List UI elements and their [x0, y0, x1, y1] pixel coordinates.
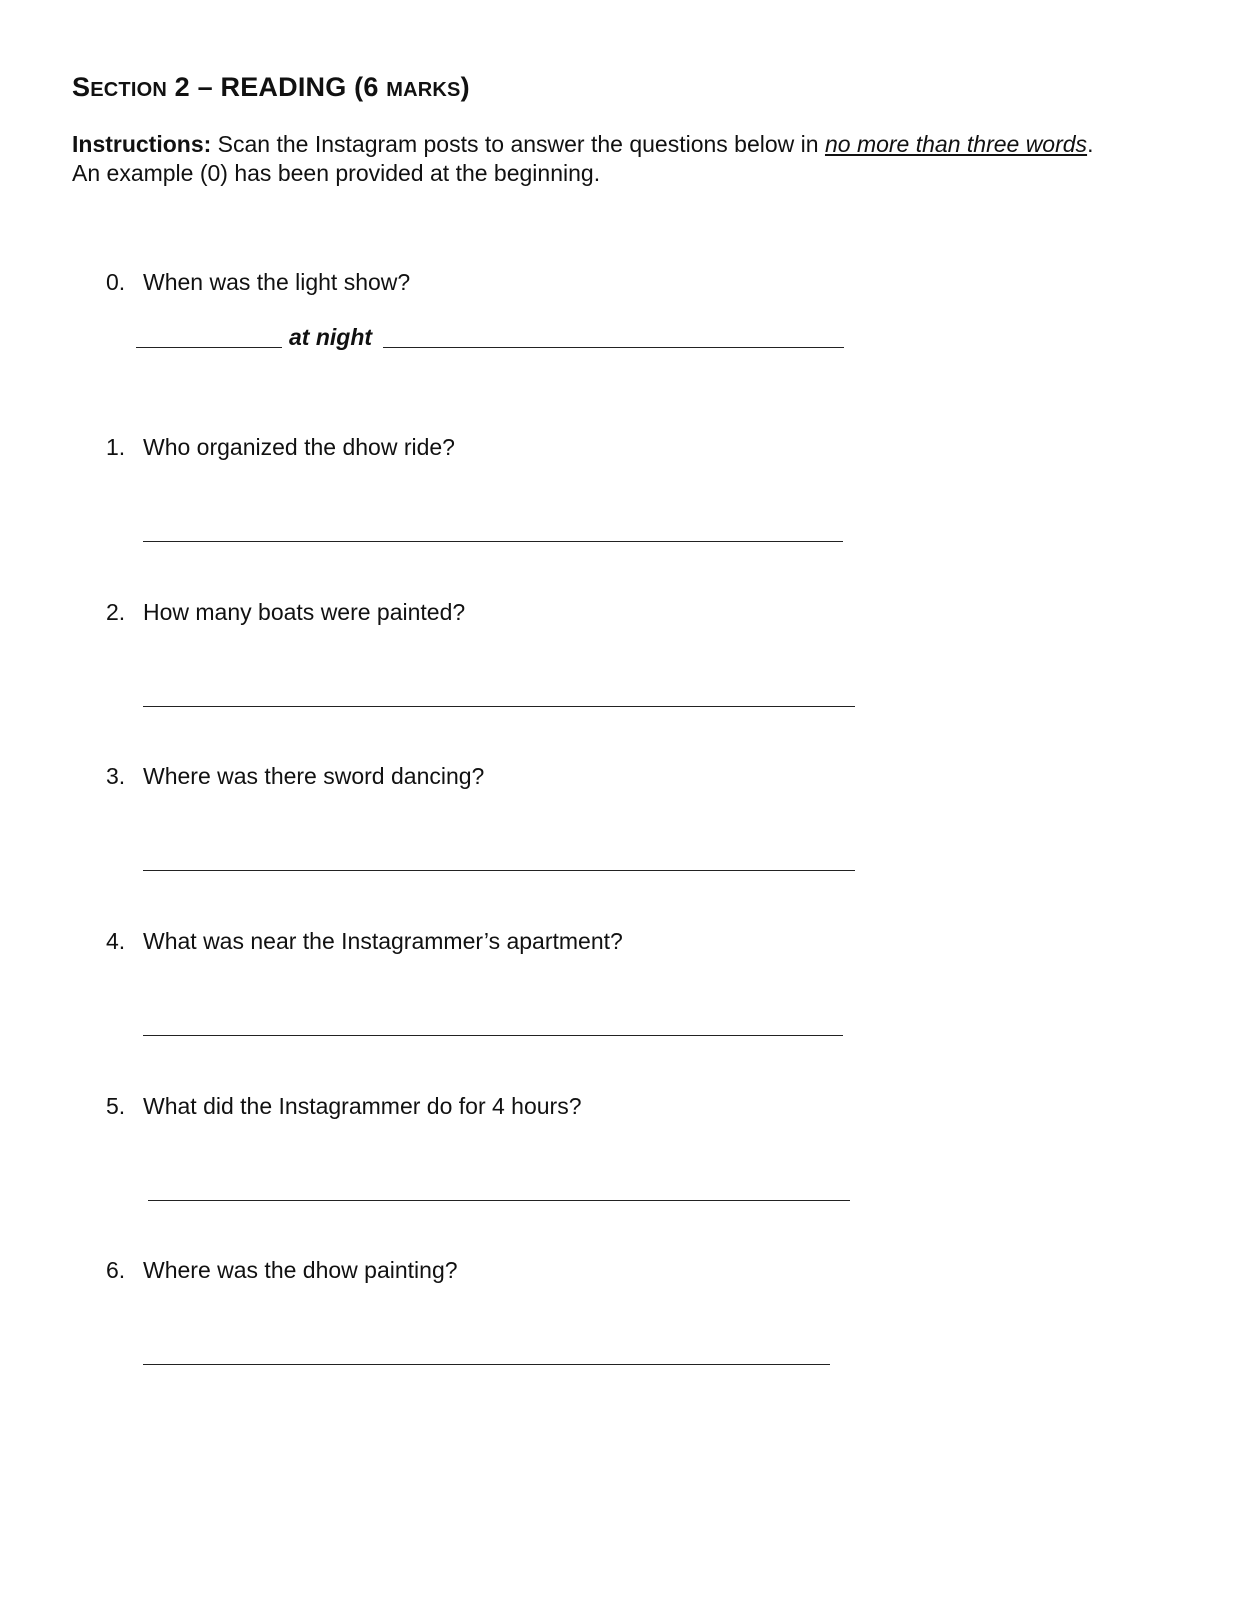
- question-0: [106, 269, 410, 296]
- question-1: [106, 434, 455, 461]
- question-number: 0.: [106, 269, 126, 295]
- question-text: When was the light show?: [143, 269, 411, 295]
- question-number: 6.: [106, 1257, 126, 1283]
- question-number: 5.: [106, 1093, 126, 1119]
- heading-s: S: [72, 72, 91, 102]
- question-4: [106, 928, 623, 955]
- heading-close: ): [460, 72, 470, 102]
- question-3: [106, 763, 484, 790]
- heading-section-smallcaps: ECTION: [90, 79, 167, 101]
- question-2: [106, 599, 465, 626]
- answer-line-6[interactable]: [143, 1364, 830, 1365]
- question-text: How many boats were painted?: [143, 599, 466, 625]
- question-text: Where was the dhow painting?: [143, 1257, 458, 1283]
- heading-title: 2 – READING (6: [166, 72, 387, 102]
- instructions-example-note: An example (0) has been provided at the beginning.: [72, 160, 601, 186]
- question-5: [106, 1093, 582, 1120]
- question-text: What was near the Instagrammer’s apartment?: [143, 928, 623, 954]
- question-text: Where was there sword dancing?: [143, 763, 485, 789]
- question-text: What did the Instagrammer do for 4 hours?: [143, 1093, 582, 1119]
- answer-line-2[interactable]: [143, 706, 855, 707]
- answer-line-3[interactable]: [143, 870, 855, 871]
- heading-marks-smallcaps: MARKS: [386, 79, 461, 101]
- example-answer-line-right: [383, 347, 844, 348]
- question-number: 2.: [106, 599, 126, 625]
- example-answer-line-left: [136, 347, 282, 348]
- question-6: [106, 1257, 458, 1284]
- instructions: [72, 130, 1172, 188]
- answer-line-5[interactable]: [148, 1200, 850, 1201]
- instructions-period: .: [1087, 131, 1094, 157]
- section-heading: [72, 72, 470, 103]
- answer-line-1[interactable]: [143, 541, 843, 542]
- question-number: 1.: [106, 434, 126, 460]
- question-text: Who organized the dhow ride?: [143, 434, 455, 460]
- question-number: 3.: [106, 763, 126, 789]
- example-answer: at night: [289, 324, 373, 350]
- instructions-emphasis: no more than three words: [824, 131, 1088, 157]
- instructions-text: Scan the Instagram posts to answer the questions below in: [211, 131, 825, 157]
- question-number: 4.: [106, 928, 126, 954]
- answer-line-4[interactable]: [143, 1035, 843, 1036]
- instructions-label: Instructions:: [72, 131, 212, 157]
